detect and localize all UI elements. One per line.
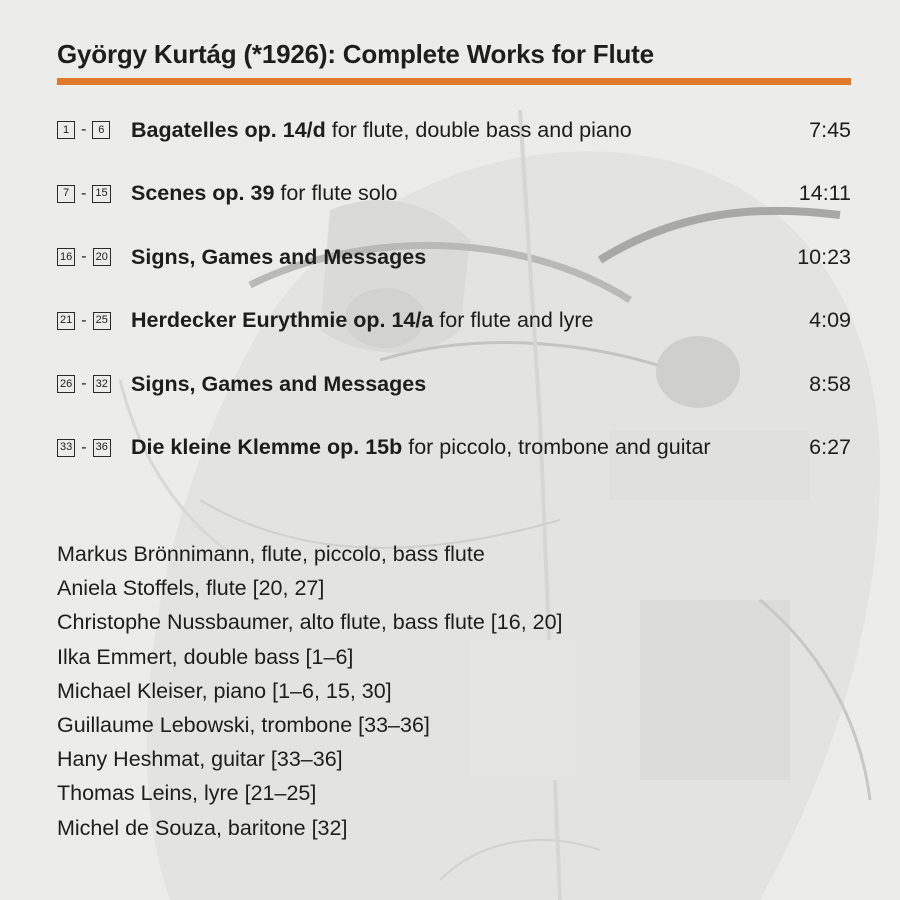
track-row xyxy=(57,364,851,404)
performer-item: Guillaume Lebowski, trombone [33–36] xyxy=(57,713,430,738)
performer-item: Hany Heshmat, guitar [33–36] xyxy=(57,747,343,772)
track-start-box: 16 xyxy=(57,248,75,266)
track-duration: 10:23 xyxy=(797,244,851,269)
track-description xyxy=(131,435,771,460)
range-dash: - xyxy=(81,248,87,265)
title-rule xyxy=(57,78,851,85)
work-title: Bagatelles op. 14/d xyxy=(131,117,326,142)
track-row xyxy=(57,174,851,214)
performer-item: Aniela Stoffels, flute [20, 27] xyxy=(57,576,325,601)
work-title: Signs, Games and Messages xyxy=(131,371,427,396)
track-description xyxy=(131,118,771,143)
work-title: Signs, Games and Messages xyxy=(131,244,427,269)
performer-item: Michael Kleiser, piano [1–6, 15, 30] xyxy=(57,678,392,703)
performer-item: Michel de Souza, baritone [32] xyxy=(57,815,348,840)
track-range xyxy=(57,121,131,139)
track-description xyxy=(131,245,771,270)
track-start-box: 1 xyxy=(57,121,75,139)
performer-item: Christophe Nussbaumer, alto flute, bass flute [16, 20] xyxy=(57,610,563,635)
performer-item: Markus Brönnimann, flute, piccolo, bass flute xyxy=(57,542,485,566)
range-dash: - xyxy=(81,121,87,138)
work-title: Die kleine Klemme op. 15b xyxy=(131,435,403,459)
track-range xyxy=(57,439,131,457)
instrumentation: for flute solo xyxy=(274,181,398,205)
track-duration: 6:27 xyxy=(809,435,851,459)
track-list xyxy=(57,110,851,491)
track-range xyxy=(57,185,131,203)
work-title: Scenes op. 39 xyxy=(131,181,275,205)
track-duration: 7:45 xyxy=(809,117,851,142)
track-range xyxy=(57,375,131,393)
track-range xyxy=(57,248,131,266)
instrumentation: for piccolo, trombone and guitar xyxy=(402,435,711,459)
performer-item: Thomas Leins, lyre [21–25] xyxy=(57,781,317,806)
track-start-box: 7 xyxy=(57,185,75,203)
range-dash: - xyxy=(81,375,87,392)
range-dash: - xyxy=(81,184,87,202)
track-start-box: 26 xyxy=(57,375,75,393)
track-duration: 8:58 xyxy=(809,371,851,396)
track-start-box: 33 xyxy=(57,439,75,457)
track-end-box: 32 xyxy=(93,375,111,393)
track-duration: 4:09 xyxy=(809,308,851,332)
track-start-box: 21 xyxy=(57,312,75,330)
work-title: Herdecker Eurythmie op. 14/a xyxy=(131,308,434,332)
performer-list xyxy=(57,537,563,845)
track-row xyxy=(57,301,851,341)
track-end-box: 6 xyxy=(92,121,110,139)
range-dash: - xyxy=(81,438,87,456)
instrumentation: for flute, double bass and piano xyxy=(325,117,632,142)
track-end-box: 20 xyxy=(93,248,111,266)
track-row xyxy=(57,237,851,277)
performer-item: Ilka Emmert, double bass [1–6] xyxy=(57,644,354,669)
track-end-box: 25 xyxy=(93,312,111,330)
track-duration: 14:11 xyxy=(798,181,851,205)
track-end-box: 36 xyxy=(93,439,111,457)
track-description xyxy=(131,181,771,206)
track-end-box: 15 xyxy=(92,185,110,203)
track-range xyxy=(57,312,131,330)
instrumentation: for flute and lyre xyxy=(433,308,594,332)
track-description xyxy=(131,308,771,333)
track-description xyxy=(131,372,771,397)
track-row xyxy=(57,428,851,468)
track-row xyxy=(57,110,851,150)
range-dash: - xyxy=(81,311,87,329)
page-title: György Kurtág (*1926): Complete Works for Flute xyxy=(57,39,654,69)
